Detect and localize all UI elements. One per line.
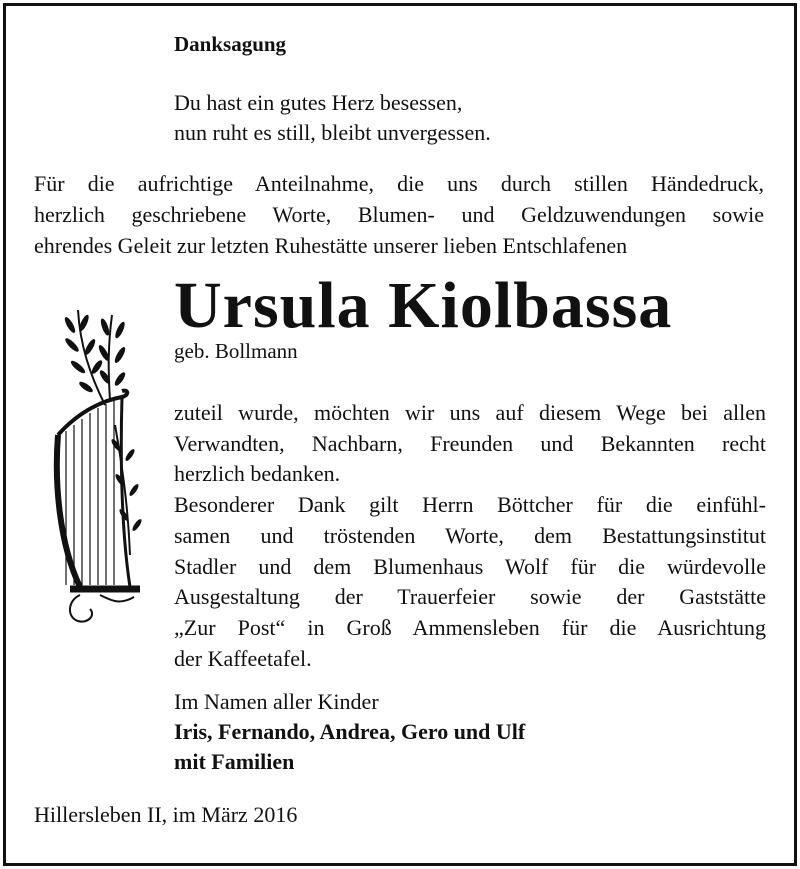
place-date: Hillersleben II, im März 2016: [34, 802, 298, 827]
intro-line: Für die aufrichtige Anteilnahme, die uns durch stillen Händedruck,: [34, 171, 764, 196]
harp-with-olive-branch-icon: [50, 305, 150, 630]
signature-block: [174, 687, 525, 777]
signature-families: mit Familien: [174, 749, 295, 774]
intro-line: herzlich geschriebene Worte, Blumen- und Geldzuwendungen sowie: [34, 202, 764, 227]
body-line: Verwandten, Nachbarn, Freunden und Bekannten recht: [174, 430, 766, 456]
body-line: „Zur Post“ in Groß Ammensleben für die Ausrichtung: [174, 614, 766, 640]
poem: [174, 88, 491, 148]
intro-line: ehrendes Geleit zur letzten Ruhestätte unserer lieben Entschlafenen: [34, 233, 628, 258]
poem-line: Du hast ein gutes Herz besessen,: [174, 90, 463, 115]
intro-paragraph: [34, 168, 764, 261]
body-line: herzlich bedanken.: [174, 461, 341, 487]
body-line: Ausgestaltung der Trauerfeier sowie der Gaststätte: [174, 584, 766, 610]
body-line: der Kaffeetafel.: [174, 645, 312, 671]
body-line: Stadler und dem Blumenhaus Wolf für die würdevolle: [174, 553, 766, 579]
body-line: Besonderer Dank gilt Herrn Böttcher für die einfühl-: [174, 492, 766, 518]
maiden-name: geb. Bollmann: [174, 339, 298, 363]
body-line: samen und tröstenden Worte, dem Bestattungsinstitut: [174, 522, 766, 548]
signature-intro: Im Namen aller Kinder: [174, 689, 379, 714]
deceased-name: Ursula Kiolbassa: [174, 269, 673, 342]
body-line: zuteil wurde, möchten wir uns auf diesem Wege bei allen: [174, 400, 766, 425]
thanks-paragraph: [174, 398, 766, 674]
poem-line: nun ruht es still, bleibt unvergessen.: [174, 120, 491, 145]
signature-names: Iris, Fernando, Andrea, Gero und Ulf: [174, 719, 526, 744]
notice-heading: Danksagung: [174, 32, 287, 56]
